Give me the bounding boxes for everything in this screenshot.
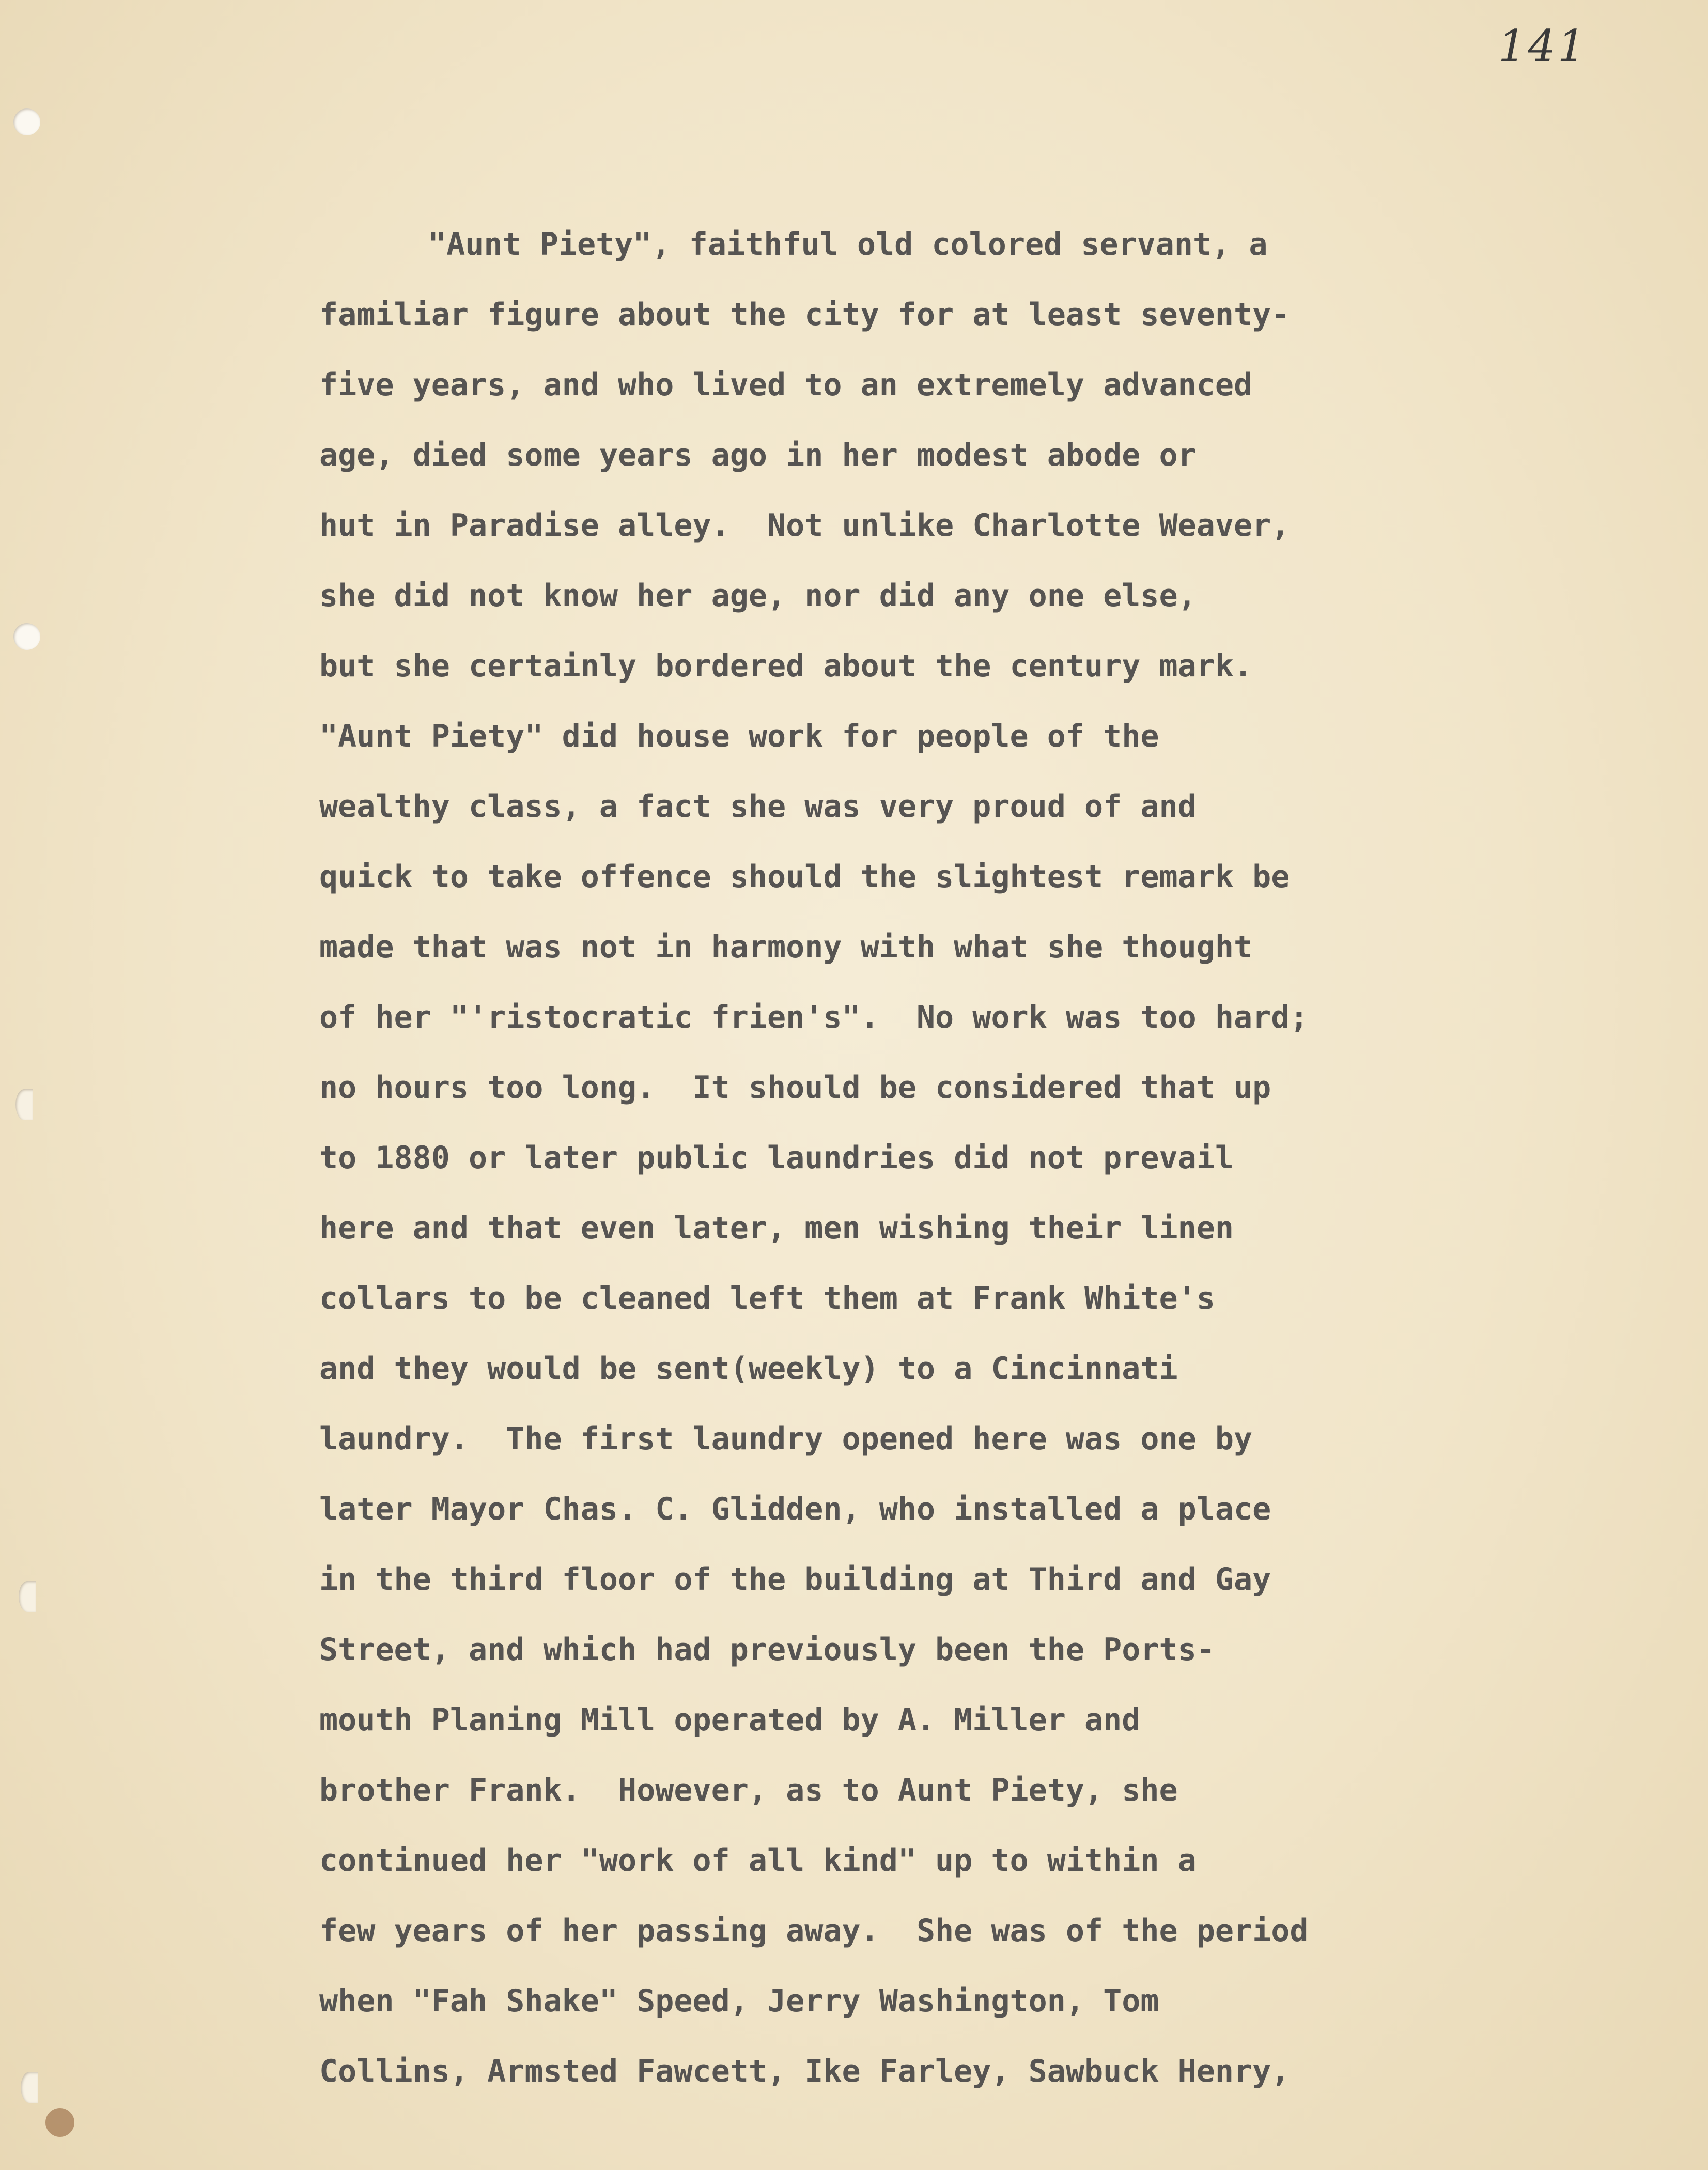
text-line: "Aunt Piety", faithful old colored servant, a: [428, 226, 1268, 262]
paper-stain: [45, 2108, 74, 2137]
text-line: wealthy class, a fact she was very proud of and: [319, 788, 1197, 825]
text-line: here and that even later, men wishing their linen: [319, 1210, 1234, 1246]
text-line: mouth Planing Mill operated by A. Miller and: [319, 1702, 1141, 1738]
text-line: laundry. The first laundry opened here was one by: [319, 1421, 1253, 1457]
text-line: hut in Paradise alley. Not unlike Charlotte Weaver,: [319, 507, 1290, 544]
typewritten-paragraph: [319, 209, 1425, 2106]
text-line: five years, and who lived to an extremely advanced: [319, 367, 1253, 403]
punch-hole-middle: [15, 1089, 33, 1120]
text-line: collars to be cleaned left them at Frank White's: [319, 1280, 1215, 1316]
text-line: she did not know her age, nor did any one else,: [319, 578, 1197, 614]
text-line: of her "'ristocratic frien's". No work was too hard;: [319, 999, 1309, 1035]
text-line: made that was not in harmony with what she thought: [319, 929, 1253, 965]
text-line: Street, and which had previously been the Ports-: [319, 1632, 1215, 1668]
text-line: but she certainly bordered about the century mark.: [319, 648, 1253, 684]
text-line: age, died some years ago in her modest abode or: [319, 437, 1197, 473]
text-line: and they would be sent(weekly) to a Cincinnati: [319, 1351, 1178, 1387]
text-line: few years of her passing away. She was of the period: [319, 1913, 1309, 1949]
page-number: 141: [1498, 21, 1588, 71]
text-line: "Aunt Piety" did house work for people of the: [319, 718, 1159, 754]
text-line: to 1880 or later public laundries did not prevail: [319, 1140, 1234, 1176]
text-line: brother Frank. However, as to Aunt Piety, she: [319, 1772, 1178, 1808]
punch-hole-top: [13, 109, 40, 135]
text-line: quick to take offence should the slightest remark be: [319, 859, 1290, 895]
text-line: later Mayor Chas. C. Glidden, who installed a place: [319, 1491, 1271, 1527]
text-line: familiar figure about the city for at least seventy-: [319, 297, 1290, 333]
punch-hole-lower-middle: [19, 1581, 36, 1612]
text-line: in the third floor of the building at Third and Gay: [319, 1561, 1271, 1598]
punch-hole-upper-middle: [13, 623, 40, 650]
punch-hole-bottom: [21, 2072, 38, 2103]
text-line: continued her "work of all kind" up to within a: [319, 1842, 1197, 1879]
text-line: when "Fah Shake" Speed, Jerry Washington, Tom: [319, 1983, 1159, 2019]
text-line: no hours too long. It should be considered that up: [319, 1070, 1271, 1106]
text-line: Collins, Armsted Fawcett, Ike Farley, Sawbuck Henry,: [319, 2053, 1290, 2089]
